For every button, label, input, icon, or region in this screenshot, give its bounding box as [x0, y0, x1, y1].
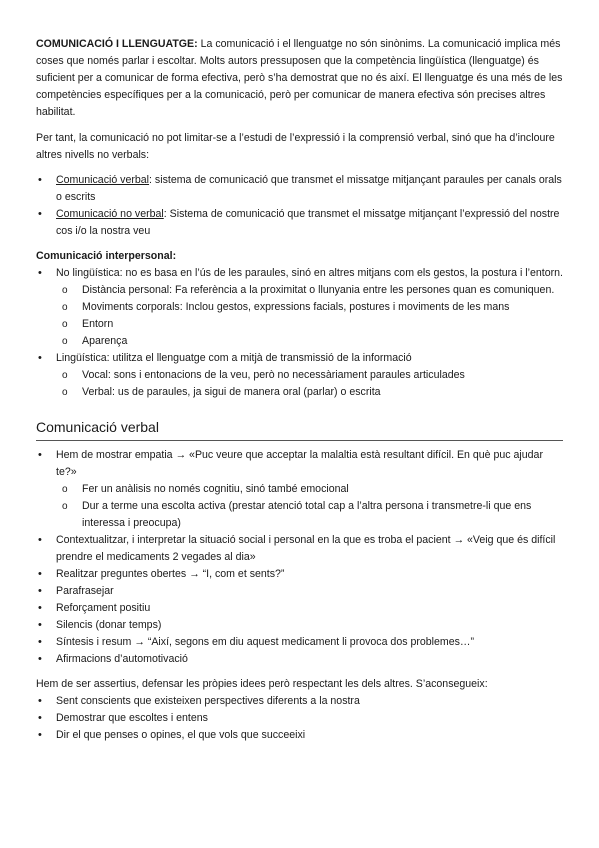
verbal-techniques-list — [36, 447, 563, 668]
term-verbal: Comunicació verbal — [56, 174, 150, 186]
communication-types-list — [36, 172, 563, 240]
sub-list-item: o Entorn — [58, 316, 563, 333]
nonling-sublist — [56, 282, 563, 350]
intro-title: COMUNICACIÓ I LLENGUATGE: — [36, 38, 198, 50]
list-item: • Reforçament positiu — [36, 600, 563, 617]
term-nonverbal: Comunicació no verbal — [56, 208, 164, 220]
assertive-list — [36, 693, 563, 744]
sub-list-item: o Verbal: us de paraules, ja sigui de manera oral (parlar) o escrita — [58, 384, 563, 401]
section-heading: Comunicació verbal — [36, 419, 563, 441]
empathy-sublist — [56, 481, 563, 532]
sub-list-item: o Vocal: sons i entonacions de la veu, però no necessàriament paraules articulades — [58, 367, 563, 384]
interpersonal-heading: Comunicació interpersonal: — [36, 250, 177, 262]
list-item: • Realitzar preguntes obertes → “I, com et sents?” — [36, 566, 563, 583]
list-item: • Sent conscients que existeixen perspectives diferents a la nostra — [36, 693, 563, 710]
sub-list-item: o Moviments corporals: Inclou gestos, expressions facials, postures i moviments de les mans — [58, 299, 563, 316]
list-item: • Contextualitzar, i interpretar la situació social i personal en la que es troba el pacient → «Veig que és difícil prendre el medicaments 2 vegades al dia» — [36, 532, 563, 566]
list-item: • Afirmacions d’automotivació — [36, 651, 563, 668]
intro-text: La comunicació i el llenguatge no són sinònims. La comunicació implica més coses que només parlar i escoltar. Molts autors pressuposen que la competència lingüística (llenguatge) és suficient per a comunicar de forma efectiva, però s’ha demostrat que no és així. El llenguatge és una més de les competències específiques per a la comunicació, però per comunicar de manera efectiva són precises altres habilitat. — [36, 38, 563, 118]
list-item: • Parafrasejar — [36, 583, 563, 600]
intro-paragraph — [36, 36, 563, 121]
list-item: • Silencis (donar temps) — [36, 617, 563, 634]
levels-paragraph: Per tant, la comunicació no pot limitar-se a l’estudi de l’expressió i la comprensió verbal, sinó que ha d’incloure altres nivells no verbals: — [36, 132, 555, 161]
sub-list-item: o Aparença — [58, 333, 563, 350]
list-item: • Lingüística: utilitza el llenguatge com a mitjà de transmissió de la informació o Vocal: sons i entonacions de la veu, però no necessàriament paraules articulades o Verbal: us de paraules, ja sigui de manera oral (parlar) o escrita — [36, 350, 563, 401]
list-item: • Demostrar que escoltes i entens — [36, 710, 563, 727]
sub-list-item: o Fer un anàlisis no només cognitiu, sinó també emocional — [58, 481, 563, 498]
list-item: • Dir el que penses o opines, el que vols que succeeixi — [36, 727, 563, 744]
list-item: • Comunicació verbal: sistema de comunicació que transmet el missatge mitjançant paraules per canals orals o escrits — [36, 172, 563, 206]
interpersonal-list — [36, 265, 563, 401]
assertive-paragraph: Hem de ser assertius, defensar les pròpies idees però respectant les dels altres. S’aconsegueix: — [36, 678, 488, 690]
sub-list-item: o Dur a terme una escolta activa (prestar atenció total cap a l’altra persona i transmetre-li que ens interessa i preocupa) — [58, 498, 563, 532]
list-item: • Síntesis i resum → “Així, segons em diu aquest medicament li provoca dos problemes…” — [36, 634, 563, 651]
list-item: • No lingüística: no es basa en l’ús de les paraules, sinó en altres mitjans com els gestos, la postura i l’entorn. o Distància personal: Fa referència a la proximitat o llunyania entre les persones quan es comuniquen. o Moviments corporals: Inclou gestos, expressions facials, postures i moviments de les mans o Entorn o Aparença — [36, 265, 563, 350]
sub-list-item: o Distància personal: Fa referència a la proximitat o llunyania entre les persones quan es comuniquen. — [58, 282, 563, 299]
list-item: • Hem de mostrar empatia → «Puc veure que acceptar la malaltia està resultant difícil. En què puc ajudar te?» o Fer un anàlisis no només cognitiu, sinó també emocional o Dur a terme una escolta activa (prestar atenció total cap a l’altra persona i transmetre-li que ens interessa i preocupa) — [36, 447, 563, 532]
list-item: • Comunicació no verbal: Sistema de comunicació que transmet el missatge mitjançant l’expressió del nostre cos i/o la nostra veu — [36, 206, 563, 240]
ling-sublist — [56, 367, 563, 401]
